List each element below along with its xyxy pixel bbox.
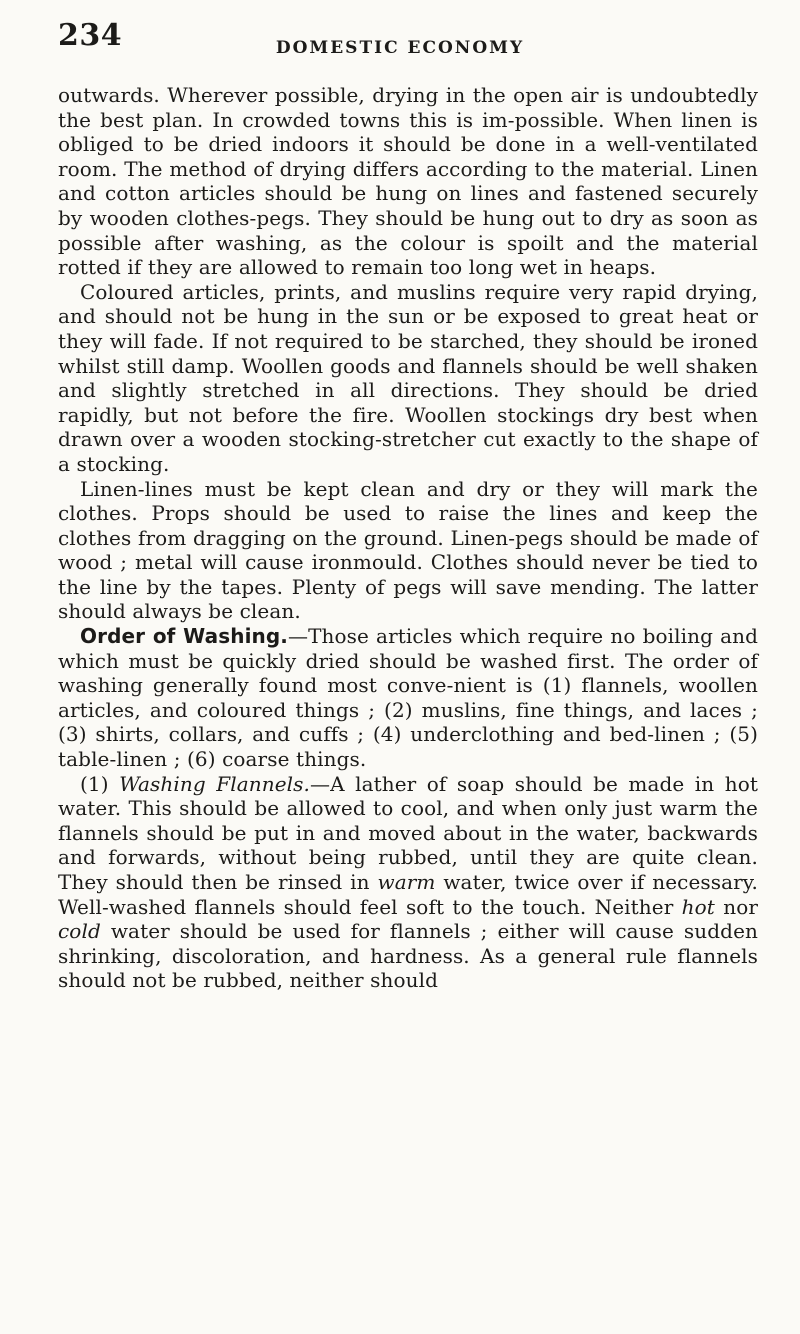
emphasis-warm: warm (377, 870, 436, 894)
paragraph-linen-lines: Linen-lines must be kept clean and dry or they will mark the clothes. Props should be used to raise the lines and keep the clothes from dragging on the ground. Linen-pegs should be made of wood ; metal will cause ironmould. Clothes should never be tied to the line by the tapes. Plenty of pegs will save mending. The latter should always be clean. (58, 476, 758, 624)
order-of-washing-text: —Those articles which require no boiling and which must be quickly dried should be washed first. The order of washing generally found most conve-nient is (1) flannels, woollen articles, and coloured things ; (2) muslins, fine things, and laces ; (3) shirts, collars, and cuffs ; (4) underclothing and bed-linen ; (5) table-linen ; (6) coarse things. (58, 624, 759, 772)
page-header (0, 14, 800, 58)
flannels-text-c: nor (714, 894, 759, 919)
body-text (58, 83, 758, 993)
running-head: DOMESTIC ECONOMY (275, 38, 525, 58)
section-heading-order-of-washing: Order of Washing. (80, 624, 288, 649)
emphasis-cold: cold (58, 919, 101, 944)
flannels-text-a: —A lather of soap should be made in hot water. This should be allowed to cool, and when only just warm the flannels should be put in and moved about in the water, backwards and forwards, without being rubbed, until they are quite clean. They should then be rinsed in (58, 771, 759, 894)
paragraph-coloured-articles: Coloured articles, prints, and muslins require very rapid drying, and should not be hung in the sun or be exposed to great heat or they will fade. If not required to be starched, they should be ironed whilst still damp. Woollen goods and flannels should be well shaken and slightly stretched in all directions. They should be dried rapidly, but not before the fire. Woollen stockings dry best when drawn over a wooden stocking-stretcher cut exactly to the shape of a stocking. (58, 279, 758, 476)
emphasis-hot: hot (681, 894, 715, 919)
page-number: 234 (58, 18, 123, 53)
paragraph-washing-flannels (58, 772, 758, 993)
paragraph-order-of-washing (58, 624, 758, 772)
flannels-text-b: water, twice over if necessary. Well-washed flannels should feel soft to the touch. Neither (58, 870, 759, 919)
flannels-text-d: water should be used for flannels ; either will cause sudden shrinking, discoloration, and hardness. As a general rule flannels should not be rubbed, neither should (58, 919, 758, 993)
subheading-washing-flannels: Washing Flannels. (119, 771, 310, 796)
paragraph-drying-outdoors: outwards. Wherever possible, drying in the open air is undoubtedly the best plan. In crowded towns this is im-possible. When linen is obliged to be dried indoors it should be done in a well-ventilated room. The method of drying differs according to the material. Linen and cotton articles should be hung on lines and fastened securely by wooden clothes-pegs. They should be hung out to dry as soon as possible after washing, as the colour is spoilt and the material rotted if they are allowed to remain too long wet in heaps. (58, 83, 758, 280)
item-number: (1) (80, 771, 120, 796)
